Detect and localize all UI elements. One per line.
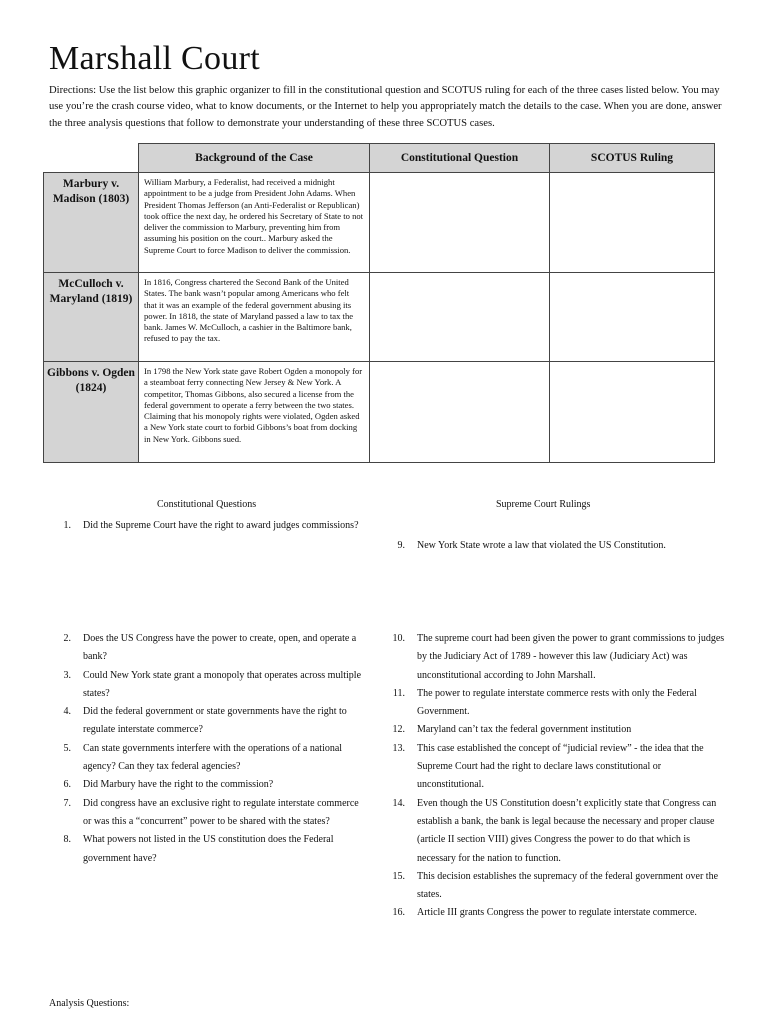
list-item: 15. This decision establishes the supremacy of the federal government over the states. <box>392 870 719 901</box>
constitutional-questions-list <box>49 630 369 868</box>
constitutional-question-cell[interactable] <box>370 362 550 463</box>
case-name: McCulloch v. Maryland (1819) <box>44 273 139 362</box>
list-item: 13. This case established the concept of “judicial review” - the idea that the Supreme Court had the right to declare laws constitutional or unconstitutional. <box>392 742 704 791</box>
case-name: Marbury v. Madison (1803) <box>44 173 139 273</box>
case-background: William Marbury, a Federalist, had received a midnight appointment to be a judge from President John Adams. When President Thomas Jefferson (an Anti-Federalist or Republican) took office the next day, he ordered his Secretary of State to not deliver the commission to Marbury, preventing him from assuming his position on the court.. Marbury asked the Supreme Court to force Madison to deliver the commission. <box>139 173 370 273</box>
directions-text: Directions: Use the list below this graphic organizer to fill in the constitutional question and SCOTUS ruling for each of the three cases listed below. You may use you’re the crash course video, what to know documents, or the Internet to help you appropriately match the details to the case. When you are done, answer the three analysis questions that follow to demonstrate your understanding of these three SCOTUS cases. <box>49 85 722 129</box>
list-item: 4. Did the federal government or state governments have the right to regulate interstate commerce? <box>63 706 347 736</box>
list-item: 8. What powers not listed in the US constitution does the Federal government have? <box>63 834 334 864</box>
list-item: 11. The power to regulate interstate commerce rests with only the Federal Government. <box>392 687 697 718</box>
list-item: 14. Even though the US Constitution doesn’t explicitly state that Congress can establish a bank, the bank is legal because the necessary and proper clause (article II section VIII) gives Congress the power to do that which is necessary for the nation to function. <box>392 797 717 864</box>
list-item: 9. New York State wrote a law that violated the US Constitution. <box>397 540 666 551</box>
table-header-row <box>44 144 715 173</box>
header-constitutional-question: Constitutional Question <box>370 144 550 173</box>
list-item: 16. Article III grants Congress the power to regulate interstate commerce. <box>392 907 697 919</box>
list-item: 6. Did Marbury have the right to the commission? <box>63 779 274 791</box>
list-item: 7. Did congress have an exclusive right to regulate interstate commerce or was this a “concurrent” power to be shared with the states? <box>63 797 359 827</box>
scotus-ruling-cell[interactable] <box>550 173 715 273</box>
table-row <box>44 273 715 362</box>
list-item: 2. Does the US Congress have the power to create, open, and operate a bank? <box>63 633 357 663</box>
case-background: In 1798 the New York state gave Robert Ogden a monopoly for a steamboat ferry connecting New Jersey & New York. A competitor, Thomas Gibbons, also secured a license from the federal government to operate a ferry between the two states. Claiming that his monopoly rights were violated, Ogden asked a New York state court to forbid Gibbons’s boat from docking in New York. Gibbons sued. <box>139 362 370 463</box>
constitutional-questions-list-top <box>49 517 369 535</box>
supreme-court-rulings-list-top <box>383 537 728 555</box>
constitutional-question-cell[interactable] <box>370 173 550 273</box>
list-item: 5. Can state governments interfere with the operations of a national agency? Can they tax federal agencies? <box>63 742 343 773</box>
list-item: 12. Maryland can’t tax the federal government institution <box>392 724 632 736</box>
constitutional-question-cell[interactable] <box>370 273 550 362</box>
case-background: In 1816, Congress chartered the Second Bank of the United States. The bank wasn’t popular among Americans who felt that it was an example of the federal government abusing its power. In 1818, the state of Maryland passed a law to tax the bank. James W. McCulloch, a cashier in the Baltimore bank, refused to pay the tax. <box>139 273 370 362</box>
supreme-court-rulings-heading: Supreme Court Rulings <box>496 499 591 510</box>
scotus-ruling-cell[interactable] <box>550 362 715 463</box>
case-name: Gibbons v. Ogden (1824) <box>44 362 139 463</box>
page-title: Marshall Court <box>49 40 261 77</box>
list-item: 1. Did the Supreme Court have the right to award judges commissions? <box>63 520 359 531</box>
list-item: 10. The supreme court had been given the power to grant commissions to judges by the Judiciary Act of 1789 - however this law (Judiciary Act) was unconstitutional according to John Marshall. <box>392 633 725 681</box>
scotus-ruling-cell[interactable] <box>550 273 715 362</box>
table-row <box>44 173 715 273</box>
header-background: Background of the Case <box>139 144 370 173</box>
table-row <box>44 362 715 463</box>
header-scotus-ruling: SCOTUS Ruling <box>550 144 715 173</box>
header-corner <box>44 144 139 173</box>
list-item: 3. Could New York state grant a monopoly that operates across multiple states? <box>63 669 362 699</box>
analysis-questions-label: Analysis Questions: <box>49 998 130 1009</box>
supreme-court-rulings-list <box>383 630 728 923</box>
constitutional-questions-heading: Constitutional Questions <box>157 499 257 510</box>
graphic-organizer-table <box>43 143 715 463</box>
